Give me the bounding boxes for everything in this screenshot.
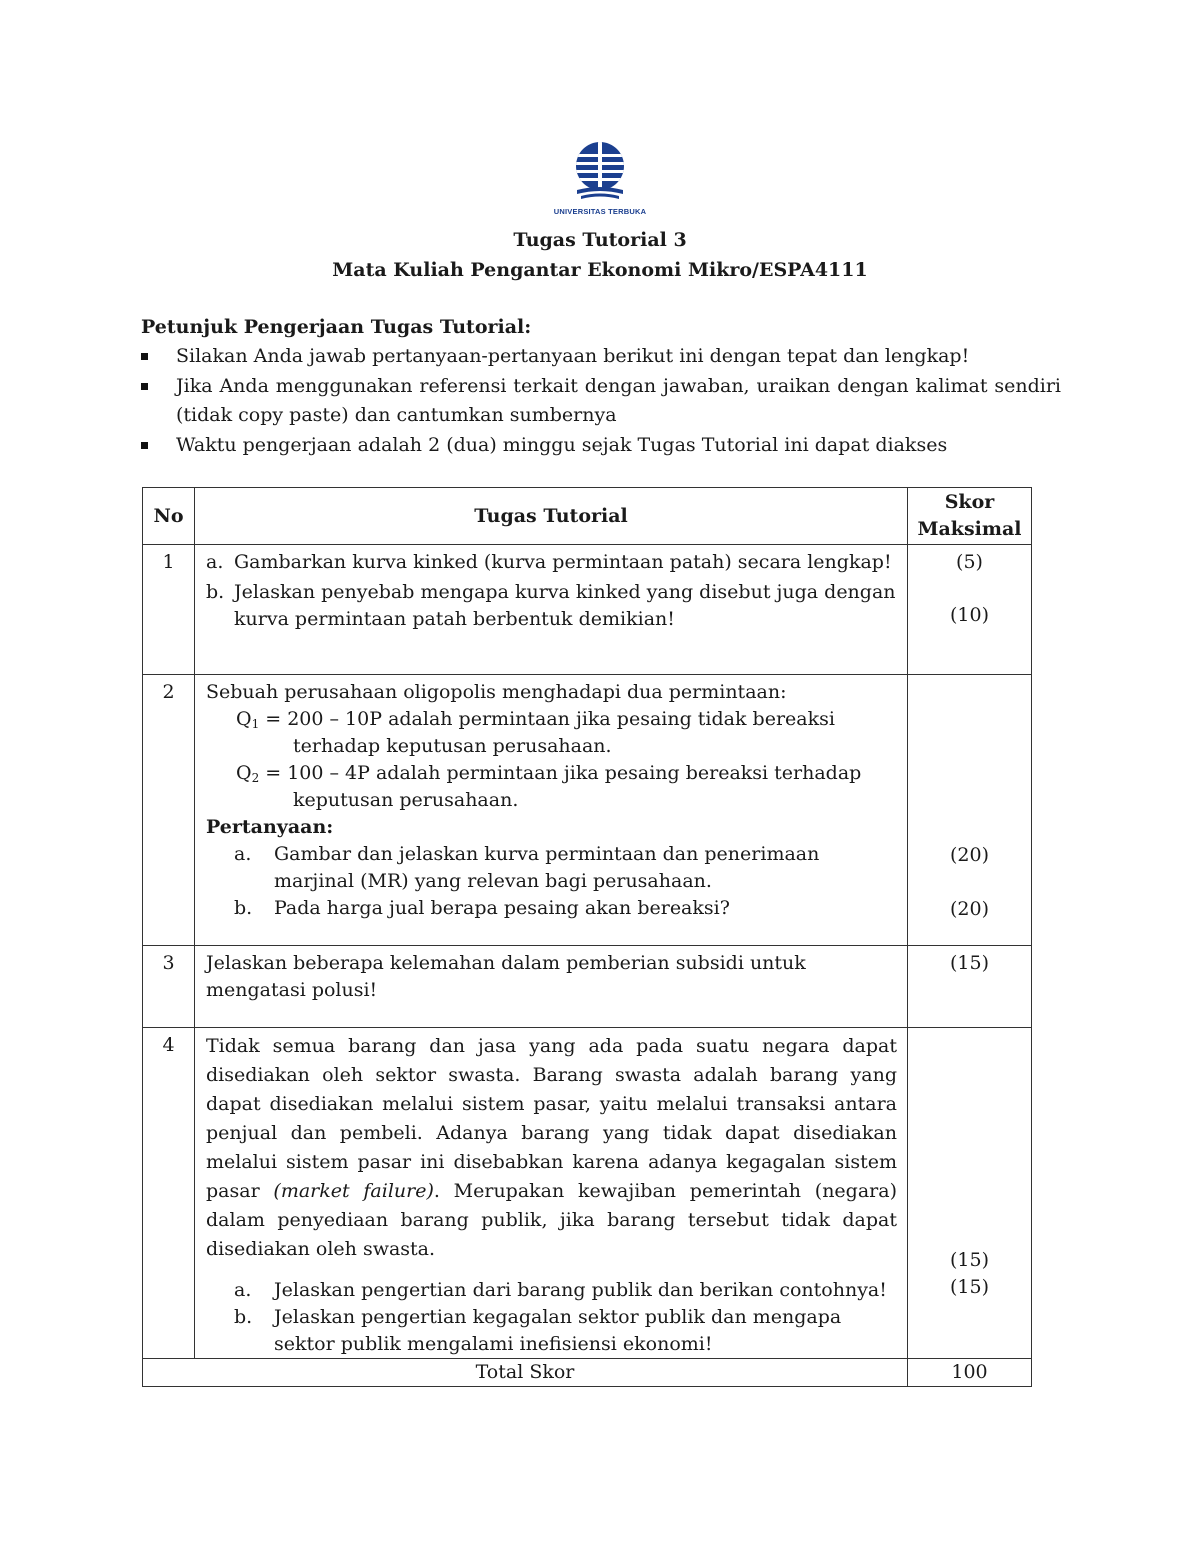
table-row xyxy=(143,675,1032,946)
logo-text: UNIVERSITAS TERBUKA xyxy=(553,207,647,216)
instruction-item xyxy=(141,342,1061,371)
equation-text: = 100 – 4P adalah permintaan jika pesaing bereaksi terhadap xyxy=(259,762,862,784)
header-score-line1: Skor xyxy=(944,491,995,513)
row-number: 4 xyxy=(143,1028,195,1359)
instructions-list xyxy=(141,342,1061,461)
equation-text: = 200 – 10P adalah permintaan jika pesaing tidak bereaksi xyxy=(259,708,835,730)
row-number: 1 xyxy=(143,545,195,675)
header-task: Tugas Tutorial xyxy=(195,488,908,545)
item-label: b. xyxy=(234,1306,253,1328)
square-bullet-icon xyxy=(141,353,148,360)
item-text: Jelaskan beberapa kelemahan dalam pemberian subsidi untuk mengatasi polusi! xyxy=(206,952,806,1001)
task-cell xyxy=(195,946,908,1028)
square-bullet-icon xyxy=(141,383,148,390)
total-row xyxy=(143,1359,1032,1387)
item-text: Gambar dan jelaskan kurva permintaan dan penerimaan marjinal (MR) yang relevan bagi perusahaan. xyxy=(274,843,820,892)
instruction-text: Silakan Anda jawab pertanyaan-pertanyaan berikut ini dengan tepat dan lengkap! xyxy=(176,345,970,367)
instruction-text: Jika Anda menggunakan referensi terkait dengan jawaban, uraikan dengan kalimat sendiri (tidak copy paste) dan cantumkan sumbernya xyxy=(176,375,1061,426)
score-value: (5) xyxy=(956,551,983,573)
table-row xyxy=(143,946,1032,1028)
item-label: b. xyxy=(206,581,225,603)
header-score-line2: Maksimal xyxy=(917,518,1022,540)
item-paragraph xyxy=(206,1032,897,1264)
row-number: 2 xyxy=(143,675,195,946)
row-number: 3 xyxy=(143,946,195,1028)
task-cell xyxy=(195,1028,908,1359)
total-value: 100 xyxy=(908,1359,1032,1387)
square-bullet-icon xyxy=(141,442,148,449)
score-cell xyxy=(908,1028,1032,1359)
score-cell xyxy=(908,675,1032,946)
equation-var: Q xyxy=(236,708,252,730)
paragraph-italic: (market failure) xyxy=(273,1180,434,1202)
task-table xyxy=(142,487,1032,1387)
course-title: Mata Kuliah Pengantar Ekonomi Mikro/ESPA4111 xyxy=(332,259,868,281)
question-label: Pertanyaan: xyxy=(206,816,334,838)
score-value: (15) xyxy=(949,1249,989,1271)
score-value: (20) xyxy=(949,844,989,866)
equation-cont: terhadap keputusan perusahaan. xyxy=(293,735,612,757)
item-label: a. xyxy=(234,843,252,865)
item-text: Jelaskan pengertian dari barang publik dan berikan contohnya! xyxy=(274,1279,887,1301)
table-header-row xyxy=(143,488,1032,545)
item-label: a. xyxy=(206,551,224,573)
equation-sub: 2 xyxy=(251,771,260,785)
score-cell xyxy=(908,946,1032,1028)
task-cell xyxy=(195,545,908,675)
score-value: (10) xyxy=(949,604,989,626)
header-score xyxy=(908,488,1032,545)
item-text: Jelaskan pengertian kegagalan sektor publik dan mengapa sektor publik mengalami inefisiensi ekonomi! xyxy=(274,1306,842,1355)
item-text: Gambarkan kurva kinked (kurva permintaan patah) secara lengkap! xyxy=(234,551,892,573)
instructions-heading: Petunjuk Pengerjaan Tugas Tutorial: xyxy=(141,316,532,338)
equation-q2 xyxy=(206,760,897,787)
score-cell xyxy=(908,545,1032,675)
item-text: Pada harga jual berapa pesaing akan bereaksi? xyxy=(274,897,730,919)
paragraph-text: . Merupakan kewajiban pemerintah (negara) dalam penyediaan barang publik, jika barang tersebut tidak dapat disediakan oleh swasta. xyxy=(206,1180,897,1260)
document-title: Tugas Tutorial 3 xyxy=(513,229,687,251)
score-value: (15) xyxy=(949,952,989,974)
score-value: (15) xyxy=(949,1276,989,1298)
university-logo xyxy=(551,140,649,216)
equation-cont: keputusan perusahaan. xyxy=(293,789,519,811)
item-text: Sebuah perusahaan oligopolis menghadapi dua permintaan: xyxy=(206,681,787,703)
table-row xyxy=(143,545,1032,675)
instruction-item xyxy=(141,372,1061,430)
table-row xyxy=(143,1028,1032,1359)
score-value: (20) xyxy=(949,898,989,920)
item-text: Jelaskan penyebab mengapa kurva kinked yang disebut juga dengan kurva permintaan patah berbentuk demikian! xyxy=(234,581,896,630)
equation-sub: 1 xyxy=(251,717,260,731)
instruction-text: Waktu pengerjaan adalah 2 (dua) minggu sejak Tugas Tutorial ini dapat diakses xyxy=(176,434,948,456)
instruction-item xyxy=(141,431,1061,460)
equation-q1 xyxy=(206,706,897,733)
ut-emblem-icon xyxy=(573,140,627,206)
paragraph-text: Tidak semua barang dan jasa yang ada pada suatu negara dapat disediakan oleh sektor swasta. Barang swasta adalah barang yang dapat disediakan melalui sistem pasar, yaitu melalui transaksi antara penjual dan pembeli. Adanya barang yang tidak dapat disediakan melalui sistem pasar ini disebabkan karena adanya kegagalan sistem pasar xyxy=(206,1035,897,1202)
total-label: Total Skor xyxy=(143,1359,908,1387)
equation-var: Q xyxy=(236,762,252,784)
item-label: b. xyxy=(234,897,253,919)
header-no: No xyxy=(143,488,195,545)
item-label: a. xyxy=(234,1279,252,1301)
task-cell xyxy=(195,675,908,946)
